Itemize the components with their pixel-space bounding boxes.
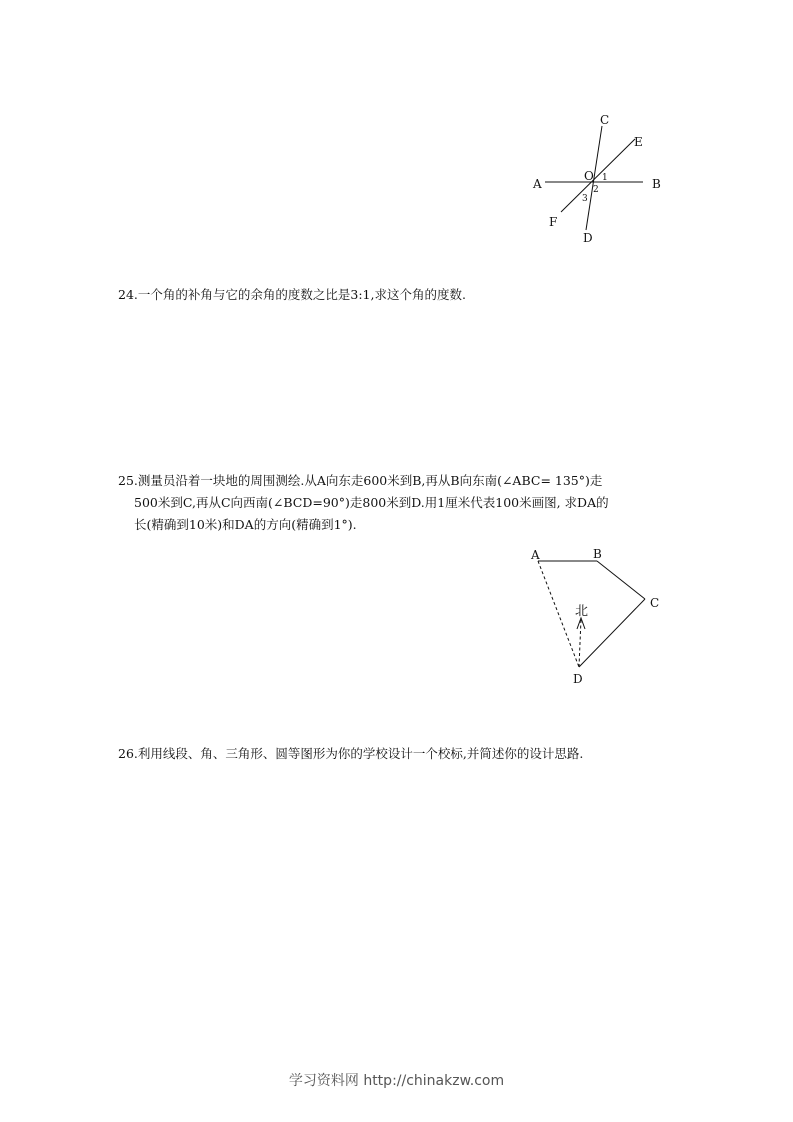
angle-3: 3 (582, 194, 588, 204)
label-north: 北 (575, 604, 589, 619)
question-25-line-2: 500米到C,再从C向西南(∠BCD=90°)走800米到D.用1厘米代表100米画图, 求DA的 (134, 495, 609, 510)
label-a: A (533, 177, 542, 191)
question-24 (118, 284, 678, 306)
label-o: O (584, 169, 594, 183)
question-24-text: 24.一个角的补角与它的余角的度数之比是3:1,求这个角的度数. (118, 287, 466, 302)
label-d: D (583, 231, 593, 245)
label-b: B (652, 177, 661, 191)
segment-bc (597, 561, 645, 599)
label-e: E (634, 135, 643, 149)
label-c: C (650, 596, 660, 610)
question-26-text: 26.利用线段、角、三角形、圆等图形为你的学校设计一个校标,并简述你的设计思路. (118, 746, 584, 761)
segment-da-dashed (538, 561, 579, 667)
question-26 (118, 743, 678, 765)
question-25 (118, 470, 678, 536)
label-b: B (593, 547, 602, 561)
question-25-line-3: 长(精确到10米)和DA的方向(精确到1°). (134, 517, 357, 532)
angle-2: 2 (593, 185, 599, 195)
question-25-line-1: 25.测量员沿着一块地的周围测绘.从A向东走600米到B,再从B向东南(∠ABC= 135°)走 (118, 473, 603, 488)
north-arrow-shaft (579, 619, 581, 667)
angle-1: 1 (602, 173, 608, 183)
figure-survey-diagram (525, 543, 670, 688)
label-d: D (573, 672, 583, 686)
footer-text: 学习资料网 http://chinakzw.com (288, 1073, 505, 1089)
label-a: A (531, 548, 540, 562)
segment-cd (579, 599, 645, 667)
figure-intersecting-lines (525, 108, 675, 253)
label-c: C (600, 113, 610, 127)
label-f: F (549, 215, 558, 229)
